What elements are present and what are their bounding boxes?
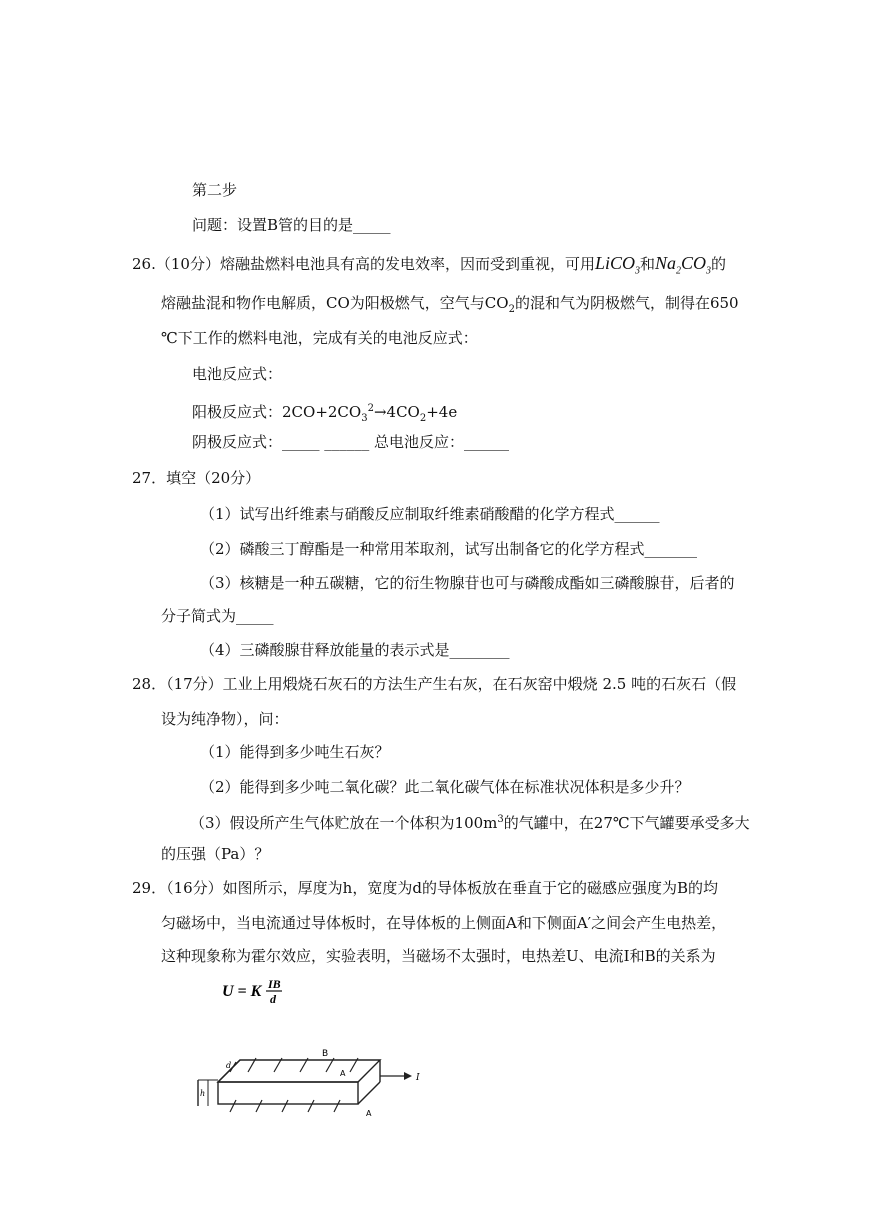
q26-cell-reaction: 电池反应式：	[192, 365, 283, 383]
q29-line1: 29．（16分）如图所示，厚度为h，宽度为d的导体板放在垂直于它的磁感应强度为B的均	[132, 879, 718, 897]
q28-item2: （2）能得到多少吨二氧化碳？此二氧化碳气体在标准状况体积是多少升？	[200, 778, 690, 796]
formula-denominator: d	[270, 992, 276, 1006]
q26-line2: 熔融盐混和物作电解质，CO为阳极燃气，空气与$CO_2$的混和气为阴极燃气，制得在650	[161, 294, 739, 315]
question-b-tube: 问题：设置B管的目的是_____	[192, 216, 391, 234]
q29-line3: 这种现象称为霍尔效应，实验表明，当磁场不太强时，电热差U、电流I和B的关系为	[161, 947, 716, 965]
label-current: I	[416, 1073, 420, 1083]
q26-line1: 26.（10分）熔融盐燃料电池具有高的发电效率，因而受到重视，可用LiCO$_3$和$Na_2CO_3$的	[132, 253, 727, 277]
q27-item3-cont: 分子简式为_____	[161, 607, 274, 625]
q27-item4: （4）三磷酸腺苷释放能量的表示式是________	[200, 641, 510, 659]
formula-lhs: U = K	[222, 983, 262, 1000]
label-d: d	[226, 1061, 232, 1070]
q28-item3-cont: 的压强（Pa）？	[161, 845, 270, 863]
q28-line2: 设为纯净物），问：	[161, 710, 289, 728]
label-a-bottom: A	[366, 1109, 372, 1118]
q26-line3: ℃下工作的燃料电池，完成有关的电池反应式：	[161, 329, 478, 347]
q27-title: 27．填空（20分）	[132, 469, 261, 487]
q28-line1: 28．（17分）工业上用煅烧石灰石的方法生产生右灰，在石灰窑中煅烧 2.5 吨的石灰石（假	[132, 675, 737, 693]
q27-item1: （1）试写出纤维素与硝酸反应制取纤维素硝酸醋的化学方程式______	[200, 505, 660, 523]
q29-line2: 匀磁场中，当电流通过导体板时，在导体板的上侧面A和下侧面A′之间会产生电热差，	[161, 914, 727, 932]
q28-item3: （3）假设所产生气体贮放在一个体积为$100m^3$的气罐中，在27℃下气罐要承受多大	[190, 814, 750, 832]
formula-numerator: IB	[268, 977, 281, 991]
q27-item2: （2）磷酸三丁醇酯是一种常用苯取剂，试写出制备它的化学方程式_______	[200, 540, 698, 558]
label-a-top: A	[340, 1069, 346, 1078]
magnetic-field-arrows-bottom	[230, 1100, 340, 1112]
q26-line1-text: 26.（10分）熔融盐燃料电池具有高的发电效率，因而受到重视，可用	[132, 255, 595, 273]
step-heading: 第二步	[192, 181, 238, 199]
formula-lico3: LiCO$_3$	[594, 253, 640, 277]
q28-item1: （1）能得到多少吨生石灰？	[200, 743, 390, 761]
formula-na2co3: $Na_2CO_3$	[655, 253, 712, 277]
label-b: B	[322, 1049, 329, 1059]
label-h: h	[200, 1089, 206, 1098]
current-arrow-head	[404, 1072, 412, 1080]
conductor-plate	[218, 1060, 380, 1104]
q26-cathode-reaction: 阴极反应式：_____ ______ 总电池反应：______	[192, 433, 510, 451]
q26-anode-reaction: 阳极反应式：$2CO+2CO_3^2\to 4CO_2+4e$	[192, 403, 458, 424]
q27-item3: （3）核糖是一种五碳糖，它的衍生物腺苷也可与磷酸成酯如三磷酸腺苷，后者的	[200, 574, 735, 592]
hall-effect-figure	[190, 972, 430, 1122]
